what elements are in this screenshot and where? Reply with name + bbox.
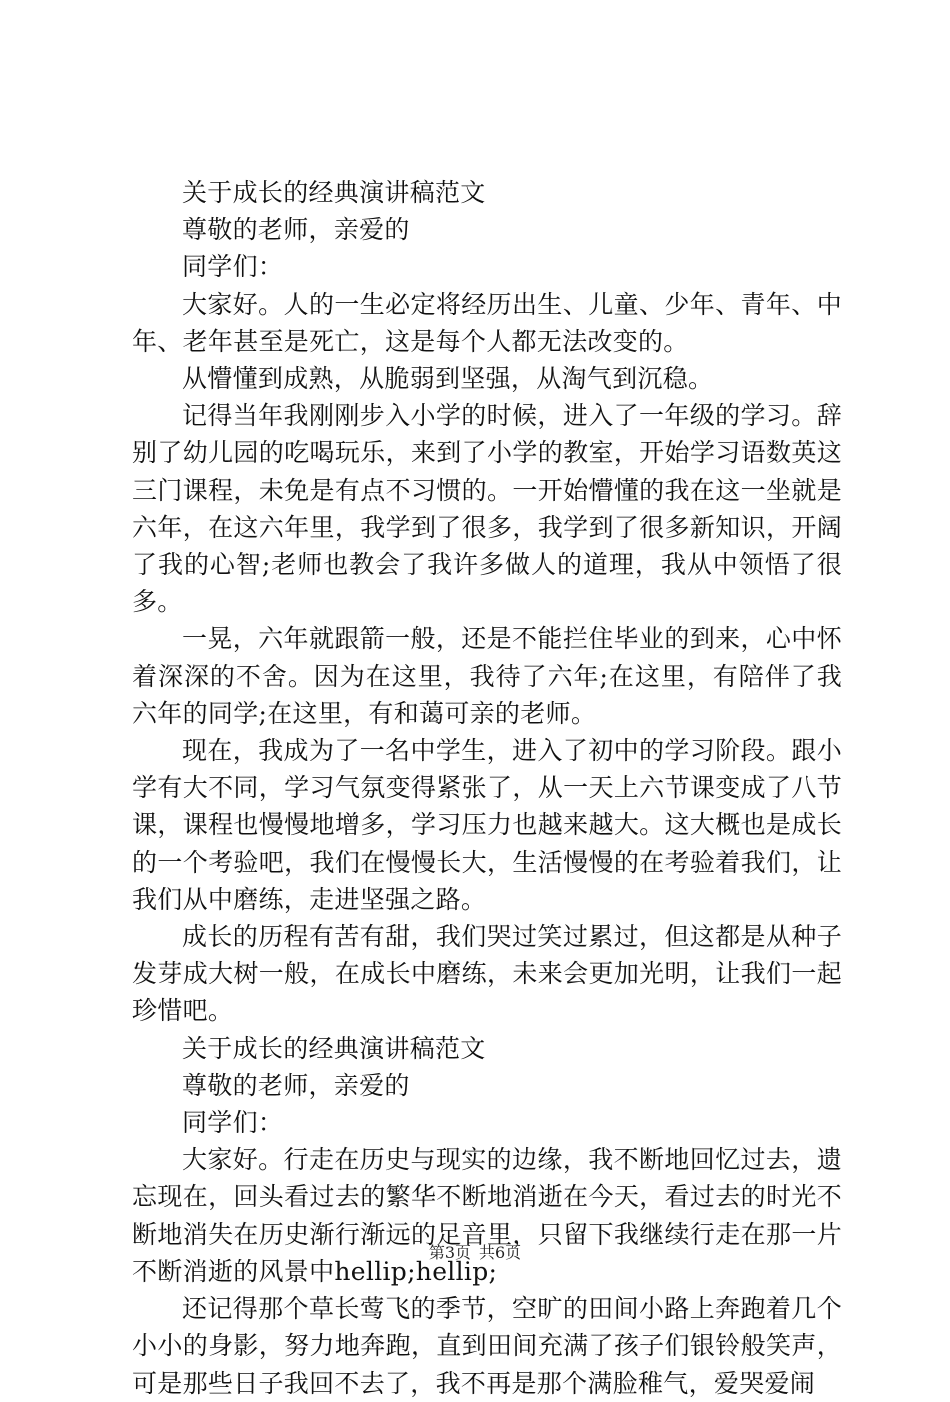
paragraph-body: 成长的历程有苦有甜，我们哭过笑过累过，但这都是从种子发芽成大树一般，在成长中磨练，未来会更加光明，让我们一起珍惜吧。 — [132, 922, 842, 1026]
paragraph-title-2: 关于成长的经典演讲稿范文 — [182, 1033, 486, 1063]
page-footer — [0, 1243, 950, 1263]
paragraph-body: 记得当年我刚刚步入小学的时候，进入了一年级的学习。辞别了幼儿园的吃喝玩乐，来到了小学的教室，开始学习语数英这三门课程，未免是有点不习惯的。一开始懵懂的我在这一坐就是六年，在这六年里，我学到了很多，我学到了很多新知识，开阔了我的心智;老师也教会了我许多做人的道理，我从中领悟了很多。 — [132, 401, 842, 617]
page-number: 第3页 — [428, 1243, 471, 1262]
paragraph-salutation-1b: 同学们： — [182, 252, 284, 282]
paragraph-body: 大家好。人的一生必定将经历出生、儿童、少年、青年、中年、老年甚至是死亡，这是每个人都无法改变的。 — [132, 289, 842, 356]
paragraph-salutation-2: 尊敬的老师，亲爱的 — [182, 1070, 410, 1100]
page-total: 共6页 — [479, 1243, 522, 1262]
paragraph-body: 一晃，六年就跟箭一般，还是不能拦住毕业的到来，心中怀着深深的不舍。因为在这里，我待了六年;在这里，有陪伴了我六年的同学;在这里，有和蔼可亲的老师。 — [132, 624, 842, 728]
paragraph-body: 还记得那个草长莺飞的季节，空旷的田间小路上奔跑着几个小小的身影，努力地奔跑，直到田间充满了孩子们银铃般笑声，可是那些日子我回不去了，我不再是那个满脸稚气，爱哭爱闹 — [132, 1294, 842, 1398]
paragraph-salutation-2b: 同学们： — [182, 1108, 284, 1138]
paragraph-body: 从懵懂到成熟，从脆弱到坚强，从淘气到沉稳。 — [182, 364, 714, 394]
document-body — [132, 174, 842, 1402]
paragraph-body: 现在，我成为了一名中学生，进入了初中的学习阶段。跟小学有大不同，学习气氛变得紧张了，从一天上六节课变成了八节课，课程也慢慢地增多，学习压力也越来越大。这大概也是成长的一个考验吧，我们在慢慢长大，生活慢慢的在考验着我们，让我们从中磨练，走进坚强之路。 — [132, 736, 842, 914]
paragraph-salutation-1: 尊敬的老师，亲爱的 — [182, 215, 410, 245]
paragraph-body: 大家好。行走在历史与现实的边缘，我不断地回忆过去，遗忘现在，回头看过去的繁华不断地消逝在今天，看过去的时光不断地消失在历史渐行渐远的足音里，只留下我继续行走在那一片不断消逝的风景中hellip;hellip; — [132, 1145, 842, 1286]
paragraph-title-1: 关于成长的经典演讲稿范文 — [182, 178, 486, 207]
